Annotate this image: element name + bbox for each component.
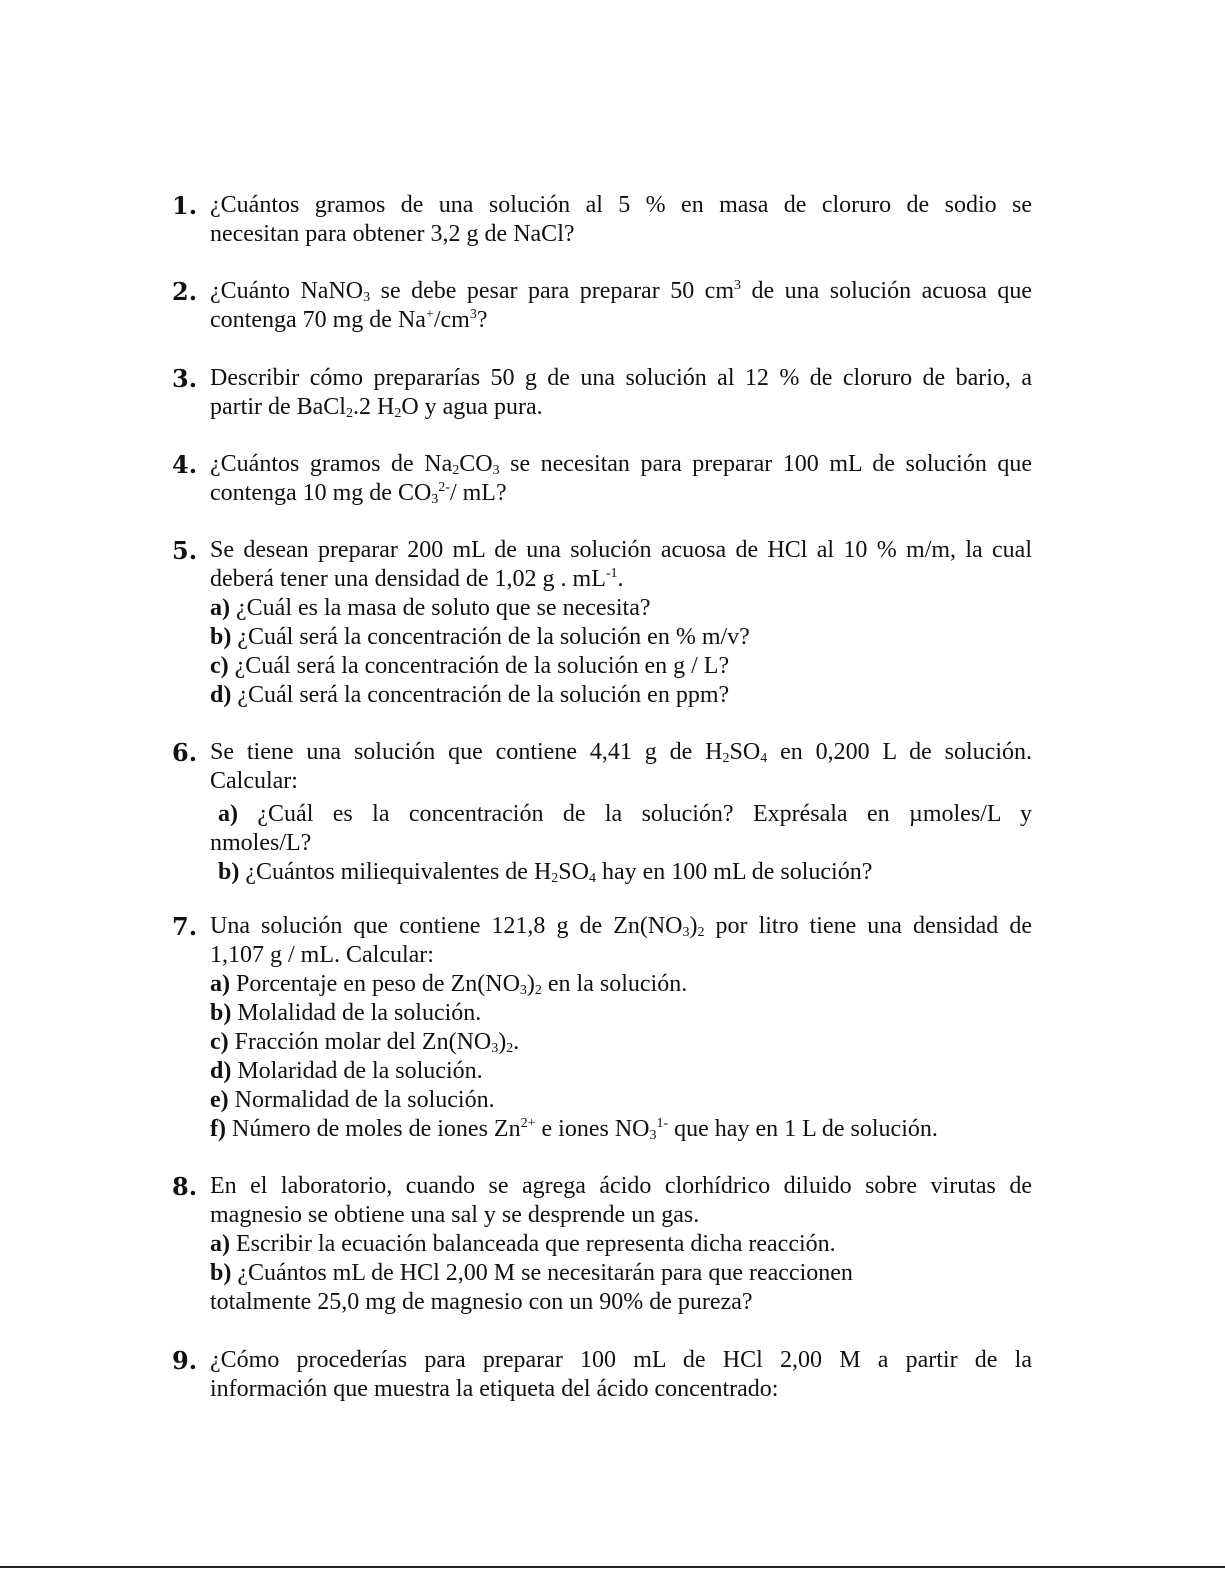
question-text: partir de BaCl$_2$.2 $H_2O$ y agua pura. [210,394,543,421]
question-3 [172,364,1032,422]
question-1 [172,191,1032,249]
question-text: ¿Cuánto NaNO$_3$ se debe pesar para preparar 50 $cm^3$ de una solución acuosa que [210,278,1032,305]
sub-question-b: b) ¿Cuántos miliequivalentes de $H_2SO_4$ hay en 100 mL de solución? [218,859,873,886]
question-6 [172,738,1032,887]
question-text: 1,107 g / mL. Calcular: [210,942,434,968]
question-9 [172,1346,1032,1404]
sub-question-a: a) Escribir la ecuación balanceada que representa dicha reacción. [210,1231,836,1257]
sub-question-a: a) ¿Cuál es la masa de soluto que se necesita? [210,595,651,621]
question-5 [172,536,1032,710]
sub-question-a-cont: nmoles/L? [210,830,312,856]
question-text: Se desean preparar 200 mL de una solución acuosa de HCl al 10 % m/m, la cual [210,537,1032,563]
question-number: 6. [172,738,198,767]
question-text: Una solución que contiene 121,8 g de $Zn(NO_3)_2$ por litro tiene una densidad de [210,913,1032,940]
question-text: En el laboratorio, cuando se agrega ácido clorhídrico diluido sobre virutas de [210,1173,1032,1199]
question-text: Se tiene una solución que contiene 4,41 g de $H_2SO_4$ en 0,200 L de solución. [210,739,1032,766]
sub-question-b: b) Molalidad de la solución. [210,1000,482,1026]
question-number: 8. [172,1172,198,1201]
question-text: Describir cómo prepararías 50 g de una solución al 12 % de cloruro de bario, a [210,365,1032,391]
sub-question-c: c) Fracción molar del $Zn(NO_3)_2$. [210,1029,520,1056]
question-7 [172,912,1032,1144]
question-text: necesitan para obtener 3,2 g de NaCl? [210,221,575,247]
question-text: información que muestra la etiqueta del ácido concentrado: [210,1376,779,1402]
question-text: ¿Cuántos gramos de $Na_2CO_3$ se necesitan para preparar 100 mL de solución que [210,451,1033,478]
question-text: ¿Cómo procederías para preparar 100 mL de HCl 2,00 M a partir de la [210,1347,1032,1373]
question-text: contenga 10 mg de $CO_3^{2-}/$ mL? [210,480,507,507]
question-number: 5. [172,536,198,565]
question-text: magnesio se obtiene una sal y se desprende un gas. [210,1202,700,1228]
question-4 [172,450,1032,508]
sub-question-a: a) Porcentaje en peso de $Zn(NO_3)_2$ en la solución. [210,971,688,998]
question-text: contenga 70 mg de $Na^+/cm^3$? [210,307,488,333]
sub-question-b: b) ¿Cuál será la concentración de la solución en % m/v? [210,624,750,650]
question-number: 2. [172,277,198,306]
sub-question-d: d) Molaridad de la solución. [210,1058,483,1084]
question-number: 9. [172,1346,198,1375]
sub-question-f: f) Número de moles de iones $Zn^{2+}$ e iones $NO_3^{1-}$ que hay en 1 L de solución. [210,1116,938,1143]
sub-question-c: c) ¿Cuál será la concentración de la solución en g / L? [210,653,730,679]
question-text: ¿Cuántos gramos de una solución al 5 % en masa de cloruro de sodio se [210,192,1032,218]
question-number: 1. [172,191,198,220]
question-number: 3. [172,364,198,393]
question-8 [172,1172,1032,1317]
sub-question-b-cont: totalmente 25,0 mg de magnesio con un 90% de pureza? [210,1289,753,1315]
sub-question-b: b) ¿Cuántos mL de HCl 2,00 M se necesitarán para que reaccionen [210,1260,853,1286]
question-number: 4. [172,450,198,479]
sub-question-a: a) ¿Cuál es la concentración de la solución? Exprésala en µmoles/L y [218,801,1032,827]
page-bottom-divider [0,1566,1225,1568]
sub-question-d: d) ¿Cuál será la concentración de la solución en ppm? [210,682,730,708]
question-text: deberá tener una densidad de 1,02 g . $mL^{-1}$. [210,566,624,592]
question-number: 7. [172,912,198,941]
question-text: Calcular: [210,768,298,794]
sub-question-e: e) Normalidad de la solución. [210,1087,495,1113]
question-2 [172,277,1032,335]
